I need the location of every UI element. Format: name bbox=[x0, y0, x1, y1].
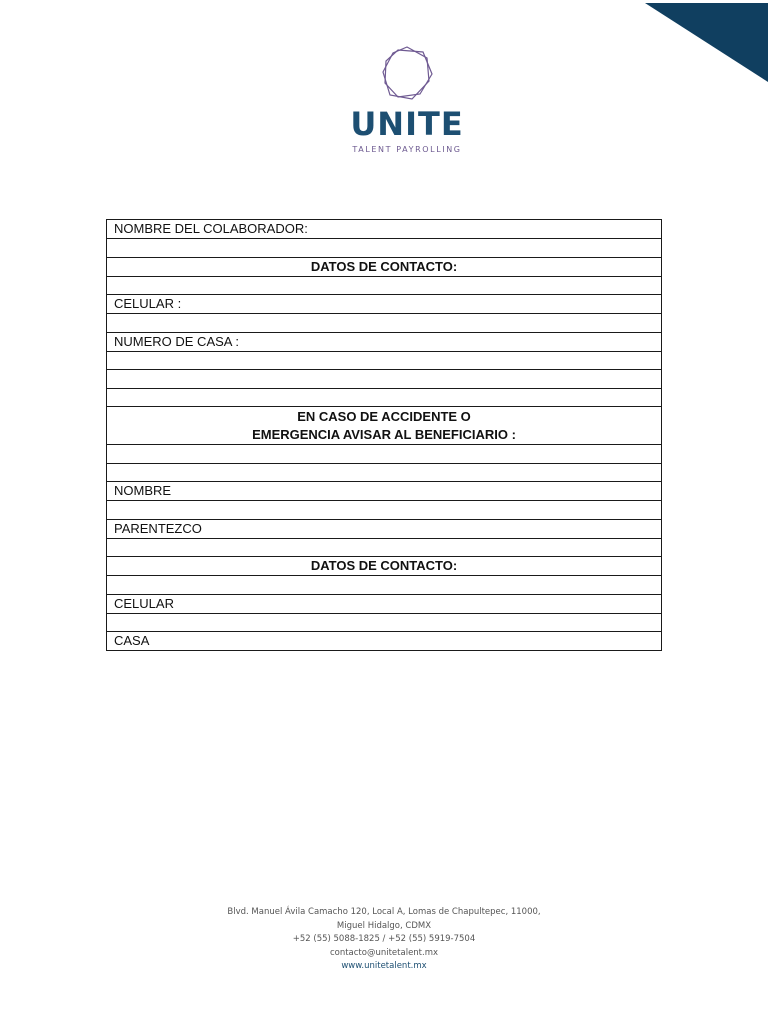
form-label-cell: NOMBRE DEL COLABORADOR: bbox=[107, 220, 662, 239]
footer-address-line1: Blvd. Manuel Ávila Camacho 120, Local A, Lomas de Chapultepec, 11000, bbox=[227, 907, 541, 917]
form-blank-cell[interactable] bbox=[107, 538, 662, 557]
brand-tagline: TALENT PAYROLLING bbox=[352, 145, 462, 154]
form-row bbox=[107, 407, 662, 445]
unite-logo bbox=[347, 44, 467, 169]
form-blank-cell[interactable] bbox=[107, 388, 662, 407]
form-row bbox=[107, 538, 662, 557]
form-label-cell: NOMBRE bbox=[107, 482, 662, 501]
form-row bbox=[107, 257, 662, 276]
form-row bbox=[107, 519, 662, 538]
form-row bbox=[107, 594, 662, 613]
form-label-cell: NUMERO DE CASA : bbox=[107, 332, 662, 351]
form-row bbox=[107, 370, 662, 389]
form-blank-cell[interactable] bbox=[107, 463, 662, 482]
form-label-cell: EN CASO DE ACCIDENTE O EMERGENCIA AVISAR AL BENEFICIARIO : bbox=[107, 407, 662, 445]
footer-contact bbox=[184, 906, 584, 974]
footer-address-line2: Miguel Hidalgo, CDMX bbox=[336, 920, 432, 931]
form-label-cell: CELULAR : bbox=[107, 295, 662, 314]
form-label-cell: DATOS DE CONTACTO: bbox=[107, 257, 662, 276]
form-row bbox=[107, 314, 662, 333]
form-row bbox=[107, 482, 662, 501]
form-row bbox=[107, 295, 662, 314]
form-row bbox=[107, 557, 662, 576]
form-label-cell: CASA bbox=[107, 632, 662, 651]
form-blank-cell[interactable] bbox=[107, 445, 662, 464]
form-blank-cell[interactable] bbox=[107, 351, 662, 370]
beneficiary-contact-form bbox=[106, 219, 662, 651]
form-blank-cell[interactable] bbox=[107, 613, 662, 632]
form-label-cell: CELULAR bbox=[107, 594, 662, 613]
form-blank-cell[interactable] bbox=[107, 501, 662, 520]
form-label-cell: DATOS DE CONTACTO: bbox=[107, 557, 662, 576]
form-row bbox=[107, 220, 662, 239]
footer-website-link[interactable]: www.unitetalent.mx bbox=[341, 961, 427, 971]
form-row bbox=[107, 351, 662, 370]
form-row bbox=[107, 501, 662, 520]
form-row bbox=[107, 445, 662, 464]
form-row bbox=[107, 463, 662, 482]
form-row bbox=[107, 276, 662, 295]
form-row bbox=[107, 632, 662, 651]
form-blank-cell[interactable] bbox=[107, 370, 662, 389]
footer-phones: +52 (55) 5088-1825 / +52 (55) 5919-7504 bbox=[292, 934, 476, 944]
form-row bbox=[107, 332, 662, 351]
form-row bbox=[107, 239, 662, 258]
form-row bbox=[107, 613, 662, 632]
form-row bbox=[107, 388, 662, 407]
form-blank-cell[interactable] bbox=[107, 276, 662, 295]
footer-email: contacto@unitetalent.mx bbox=[329, 947, 439, 958]
form-label-cell: PARENTEZCO bbox=[107, 519, 662, 538]
brand-name: UNITE bbox=[350, 105, 464, 143]
form-blank-cell[interactable] bbox=[107, 239, 662, 258]
form-row bbox=[107, 576, 662, 595]
form-blank-cell[interactable] bbox=[107, 314, 662, 333]
hexagon-outline-icon bbox=[378, 44, 436, 102]
form-blank-cell[interactable] bbox=[107, 576, 662, 595]
